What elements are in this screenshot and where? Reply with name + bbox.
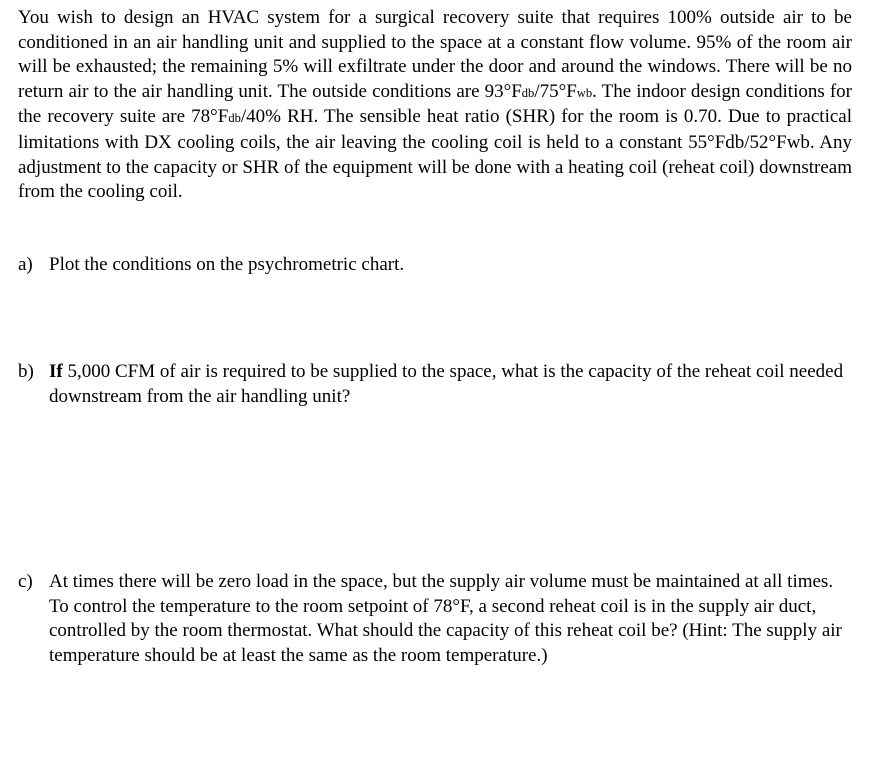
question-text (49, 360, 852, 409)
intro-part-3: . The indoor design conditions for the recovery suite are 78°F (18, 80, 852, 128)
question-label: c) (18, 571, 33, 592)
subscript-db: db (228, 111, 241, 126)
intro-part-2: /75°F (534, 80, 577, 102)
question-c (18, 570, 852, 668)
problem-statement (18, 6, 852, 205)
intro-part-1: You wish to design an HVAC system for a surgical recovery suite that requires 100% outside air to be conditioned in an air handling unit and supplied to the space at a constant flow volume. 95% of the room air will be exhausted; the remaining 5% will exfiltrate under the door and around the windows. There will be no return air to the air handling unit. The outside conditions are 93°F (18, 7, 852, 102)
question-b (18, 360, 852, 409)
question-label: b) (18, 361, 34, 382)
question-label: a) (18, 254, 33, 275)
question-body: 5,000 CFM of air is required to be supplied to the space, what is the capacity of the reheat coil needed downstream from the air handling unit? (49, 361, 844, 407)
subscript-wb: wb (576, 85, 593, 100)
question-text: At times there will be zero load in the space, but the supply air volume must be maintained at all times. To control the temperature to the room setpoint of 78°F, a second reheat coil is in the supply air duct, controlled by the room thermostat. What should the capacity of this reheat coil be? (Hint: The supply air temperature should be at least the same as the room temperature.) (49, 571, 842, 666)
question-text: Plot the conditions on the psychrometric chart. (49, 254, 405, 275)
question-a (18, 253, 852, 278)
subscript-db: db (521, 85, 535, 100)
bold-word: If (49, 361, 63, 382)
intro-part-4: /40% RH. The sensible heat ratio (SHR) for the room is 0.70. Due to practical limitations with DX cooling coils, the air leaving the cooling coil is held to a constant 55°Fdb/52°Fwb. Any adjustment to the capacity or SHR of the equipment will be done with a heating coil (reheat coil) downstream from the cooling coil. (18, 106, 852, 203)
